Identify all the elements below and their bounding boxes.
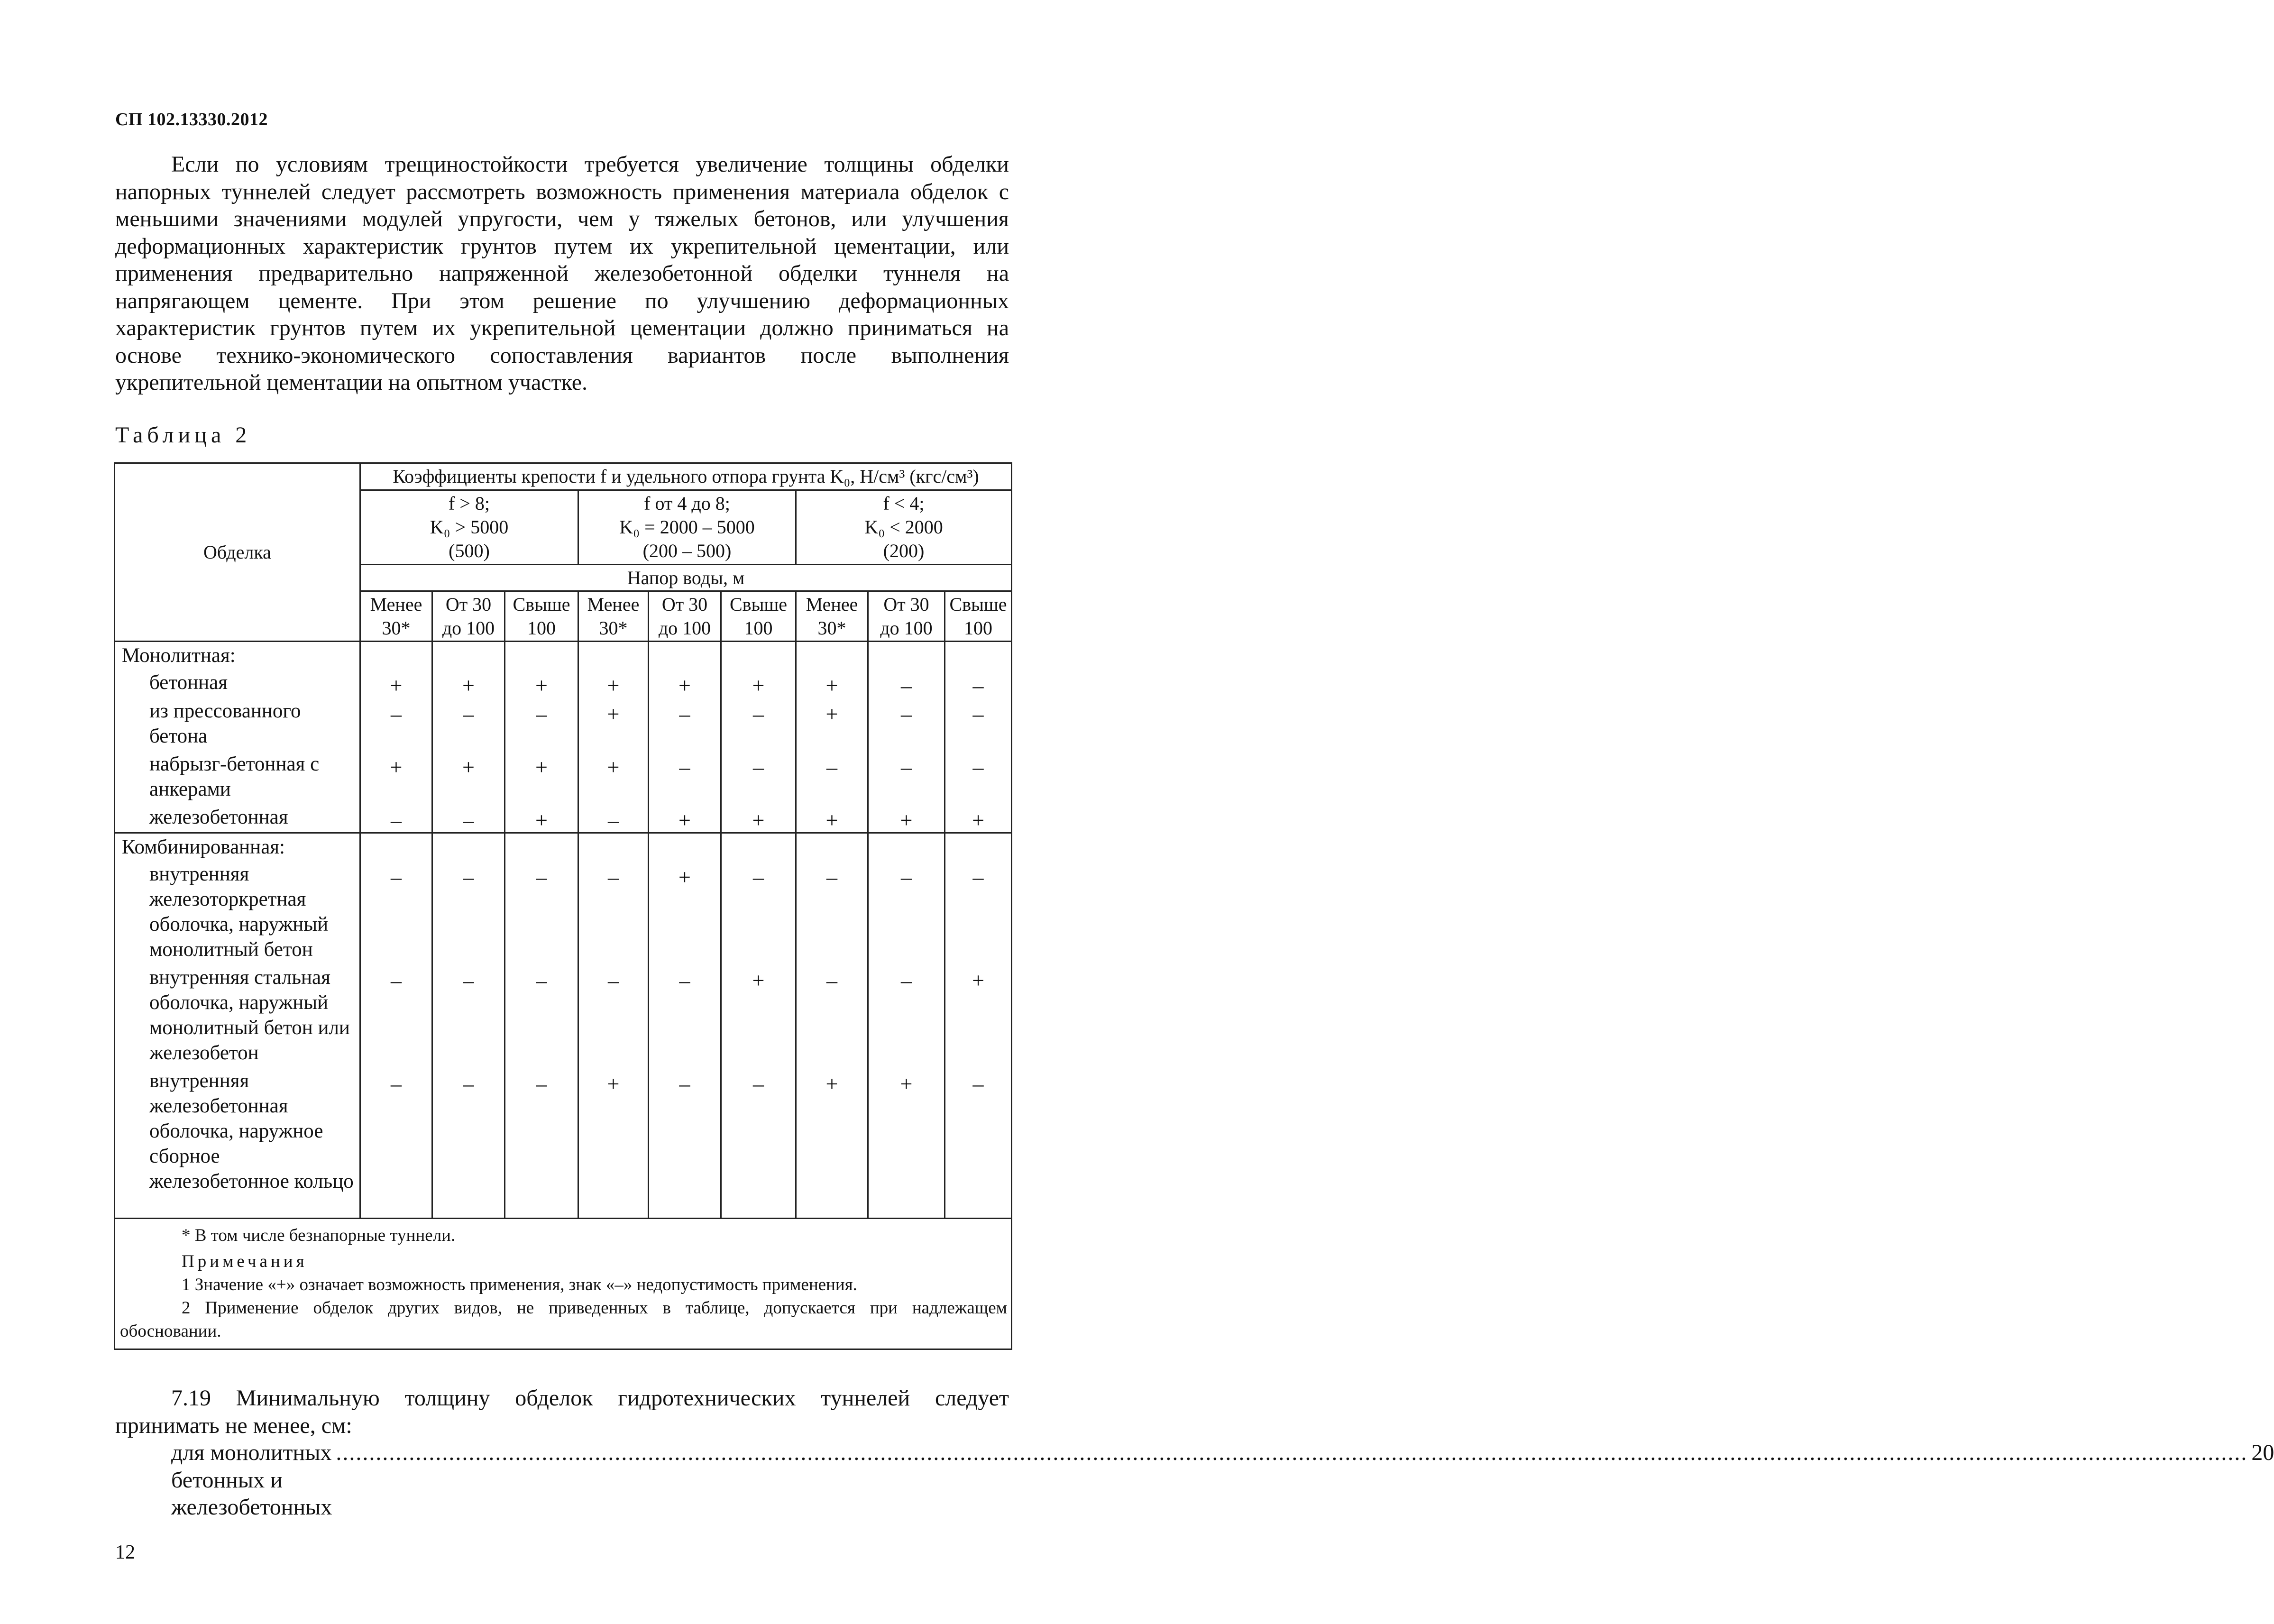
group-label: Монолитная: <box>115 642 360 670</box>
table-row <box>115 751 1012 804</box>
row-label: внутренняя стальная оболочка, наружный монолитный бетон или железобетон <box>115 964 360 1067</box>
leader-dots: ................................................................................................................................................................................................................................................................................................ <box>336 1440 2248 1465</box>
mark-cell: – <box>796 751 868 804</box>
sub-line: Свыше <box>513 593 570 615</box>
mark-cell: – <box>649 1067 721 1218</box>
mark-cell: + <box>868 804 945 833</box>
header-sub <box>945 591 1012 642</box>
mark-cell: + <box>649 804 721 833</box>
table-row <box>115 697 1012 751</box>
mark-cell: – <box>945 697 1012 751</box>
paragraph-line: основе технико-экономического сопоставления вариантов после выполнения <box>115 342 1009 368</box>
table-notes <box>115 1218 1012 1349</box>
mark-cell: – <box>868 751 945 804</box>
group-line: (200) <box>883 540 925 561</box>
sub-line: От 30 <box>445 593 492 615</box>
table-row <box>115 964 1012 1067</box>
mark-cell: – <box>868 697 945 751</box>
mark-cell: – <box>796 861 868 964</box>
mark-cell: + <box>796 804 868 833</box>
mark-cell: + <box>505 751 578 804</box>
header-sub <box>578 591 649 642</box>
mark-cell: + <box>578 669 649 697</box>
notes-title: Примечания <box>182 1251 308 1271</box>
row-label: внутренняя железобетонная оболочка, наружное сборное железобетонное кольцо <box>115 1067 360 1218</box>
page-number: 12 <box>115 1541 135 1563</box>
paragraph-line: укрепительной цементации на опытном участке. <box>115 370 587 395</box>
sub-line: От 30 <box>661 593 708 615</box>
header-water-head: Напор воды, м <box>360 565 1012 591</box>
sub-line: 100 <box>744 617 773 639</box>
mark-cell: + <box>360 751 432 804</box>
mark-cell: – <box>360 964 432 1067</box>
lining-applicability-table <box>114 462 1012 1350</box>
mark-cell: + <box>868 1067 945 1218</box>
table-row <box>115 669 1012 697</box>
sub-line: до 100 <box>442 617 495 639</box>
table-row <box>115 804 1012 833</box>
section-line: принимать не менее, см: <box>115 1413 352 1438</box>
sub-line: 30* <box>599 617 628 639</box>
item-label: для монолитных бетонных и железобетонных <box>171 1440 332 1520</box>
sub-line: Менее <box>587 593 640 615</box>
mark-cell: – <box>945 751 1012 804</box>
header-sub <box>796 591 868 642</box>
row-label: бетонная <box>115 669 360 697</box>
mark-cell: – <box>505 964 578 1067</box>
sub-line: 100 <box>964 617 993 639</box>
mark-cell: – <box>649 751 721 804</box>
group-header-row <box>115 833 1012 861</box>
mark-cell: + <box>649 861 721 964</box>
header-sub <box>505 591 578 642</box>
group-line: K₀ = 2000 – 5000 <box>619 516 755 538</box>
mark-cell: + <box>432 751 505 804</box>
mark-cell: – <box>505 697 578 751</box>
mark-cell: – <box>505 861 578 964</box>
sub-line: 30* <box>817 617 846 639</box>
paragraph-line: напорных туннелей следует рассмотреть возможность применения материала обделок с <box>115 179 1009 204</box>
sub-line: От 30 <box>883 593 929 615</box>
group-header-row <box>115 642 1012 670</box>
mark-cell: + <box>432 669 505 697</box>
leader-item <box>115 1439 2274 1521</box>
header-sub <box>432 591 505 642</box>
mark-cell: – <box>432 1067 505 1218</box>
sub-line: до 100 <box>658 617 711 639</box>
group-line: f от 4 до 8; <box>644 493 730 514</box>
mark-cell: – <box>432 804 505 833</box>
group-line: (500) <box>449 540 490 561</box>
mark-cell: – <box>360 804 432 833</box>
table-title: Таблица 2 <box>115 422 251 448</box>
footnote: * В том числе безнапорные туннели. <box>182 1225 456 1245</box>
note-1: 1 Значение «+» означает возможность применения, знак «–» недопустимость применения. <box>182 1275 857 1294</box>
mark-cell: – <box>505 1067 578 1218</box>
header-coefficients: Коэффициенты крепости f и удельного отпора грунта K₀, Н/см³ (кгс/см³) <box>360 463 1012 490</box>
mark-cell: – <box>649 964 721 1067</box>
group-line: f > 8; <box>449 493 490 514</box>
section-line: 7.19 Минимальную толщину обделок гидротехнических туннелей следует <box>171 1385 1009 1411</box>
group-line: K₀ < 2000 <box>864 516 943 538</box>
mark-cell: – <box>721 697 796 751</box>
row-label: внутренняя железоторкретная оболочка, наружный монолитный бетон <box>115 861 360 964</box>
table-row <box>115 1067 1012 1218</box>
table-row <box>115 861 1012 964</box>
mark-cell: – <box>578 964 649 1067</box>
document-code: СП 102.13330.2012 <box>115 110 268 129</box>
header-group <box>578 490 796 565</box>
sub-line: до 100 <box>880 617 933 639</box>
mark-cell: – <box>578 861 649 964</box>
sub-line: Менее <box>806 593 858 615</box>
mark-cell: – <box>721 861 796 964</box>
row-label: набрызг-бетонная с анкерами <box>115 751 360 804</box>
mark-cell: + <box>796 697 868 751</box>
mark-cell: – <box>432 861 505 964</box>
header-sub <box>721 591 796 642</box>
mark-cell: – <box>945 861 1012 964</box>
mark-cell: + <box>721 669 796 697</box>
header-sub <box>868 591 945 642</box>
mark-cell: + <box>796 1067 868 1218</box>
header-sub <box>360 591 432 642</box>
mark-cell: – <box>868 669 945 697</box>
mark-cell: – <box>360 1067 432 1218</box>
item-value: 20 <box>2251 1440 2274 1465</box>
mark-cell: + <box>945 804 1012 833</box>
mark-cell: + <box>578 697 649 751</box>
mark-cell: + <box>578 751 649 804</box>
row-label: железобетонная <box>115 804 360 833</box>
group-line: f < 4; <box>883 493 925 514</box>
note-2-line-1: 2 Применение обделок других видов, не приведенных в таблице, допускается при надлежащем <box>182 1298 1008 1318</box>
mark-cell: + <box>649 669 721 697</box>
sub-line: Свыше <box>949 593 1007 615</box>
group-line: K₀ > 5000 <box>430 516 509 538</box>
header-group <box>360 490 578 565</box>
mark-cell: – <box>578 804 649 833</box>
mark-cell: – <box>649 697 721 751</box>
group-line: (200 – 500) <box>642 540 732 561</box>
mark-cell: + <box>721 964 796 1067</box>
mark-cell: + <box>360 669 432 697</box>
paragraph-line: деформационных характеристик грунтов путем их укрепительной цементации, или <box>115 233 1009 259</box>
mark-cell: – <box>945 669 1012 697</box>
sub-line: 100 <box>527 617 556 639</box>
mark-cell: – <box>945 1067 1012 1218</box>
row-label: из прессованного бетона <box>115 697 360 751</box>
mark-cell: – <box>868 861 945 964</box>
sub-line: Менее <box>370 593 422 615</box>
section-7-19 <box>115 1385 2274 1521</box>
intro-paragraph <box>115 151 1009 396</box>
note-2-line-2: обосновании. <box>120 1321 221 1341</box>
paragraph-line: Если по условиям трещиностойкости требуется увеличение толщины обделки <box>171 152 1009 177</box>
paragraph-line: меньшими значениями модулей упругости, чем у тяжелых бетонов, или улучшения <box>115 206 1009 231</box>
paragraph-line: напрягающем цементе. При этом решение по улучшению деформационных <box>115 288 1009 313</box>
mark-cell: – <box>796 964 868 1067</box>
mark-cell: – <box>360 861 432 964</box>
mark-cell: – <box>721 1067 796 1218</box>
header-sub <box>649 591 721 642</box>
mark-cell: + <box>945 964 1012 1067</box>
mark-cell: + <box>796 669 868 697</box>
header-lining: Обделка <box>115 463 360 642</box>
sub-line: 30* <box>382 617 411 639</box>
mark-cell: – <box>868 964 945 1067</box>
mark-cell: + <box>505 804 578 833</box>
mark-cell: + <box>505 669 578 697</box>
group-label: Комбинированная: <box>115 833 360 861</box>
mark-cell: + <box>721 804 796 833</box>
sub-line: Свыше <box>730 593 787 615</box>
paragraph-line: применения предварительно напряженной железобетонной обделки туннеля на <box>115 261 1009 286</box>
mark-cell: – <box>432 697 505 751</box>
mark-cell: + <box>578 1067 649 1218</box>
mark-cell: – <box>360 697 432 751</box>
header-group <box>796 490 1012 565</box>
paragraph-line: характеристик грунтов путем их укрепительной цементации должно приниматься на <box>115 315 1009 340</box>
mark-cell: – <box>721 751 796 804</box>
mark-cell: – <box>432 964 505 1067</box>
